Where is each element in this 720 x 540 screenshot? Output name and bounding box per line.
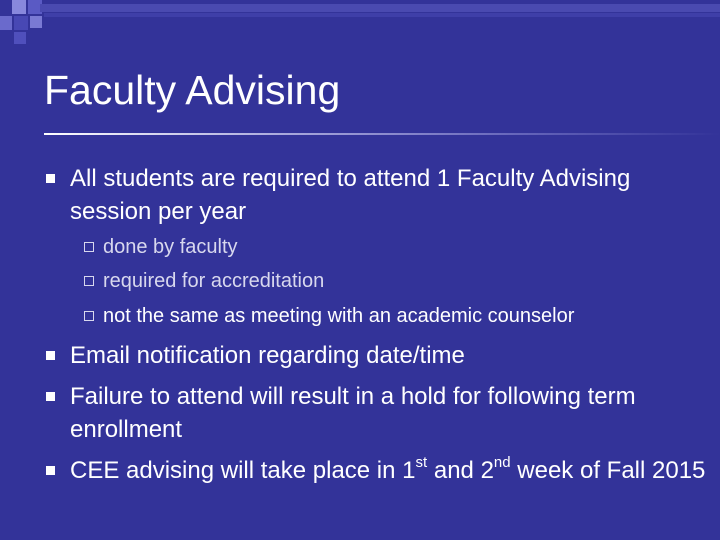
bullet-marker <box>46 174 55 183</box>
bullet-text: All students are required to attend 1 Faculty Advising session per year <box>70 165 631 225</box>
bullet-text-part: CEE advising will take place in 1 <box>70 457 416 484</box>
title-underline <box>44 133 720 135</box>
sub-bullet-text: required for accreditation <box>103 270 325 292</box>
bullet-text: Email notification regarding date/time <box>70 342 465 369</box>
superscript: nd <box>493 454 511 471</box>
bullet-marker <box>46 466 55 475</box>
slide-title: Faculty Advising <box>44 67 341 113</box>
sub-bullet-text: done by faculty <box>103 236 238 258</box>
bullet-marker <box>46 392 55 401</box>
bullet-marker <box>46 351 55 360</box>
checkbox-icon <box>84 242 94 252</box>
bullet-text <box>70 454 710 487</box>
checkbox-icon <box>84 276 94 286</box>
bullet-text-part: week of Fall 2015 <box>510 457 706 484</box>
sub-bullet-text: not the same as meeting with an academic counselor <box>103 305 575 327</box>
checkbox-icon <box>84 311 94 321</box>
bullet-text-part: and 2 <box>427 457 494 484</box>
bullet-text: Failure to attend will result in a hold for following term enrollment <box>70 383 636 443</box>
corner-decoration <box>0 0 720 50</box>
superscript: st <box>415 454 428 471</box>
